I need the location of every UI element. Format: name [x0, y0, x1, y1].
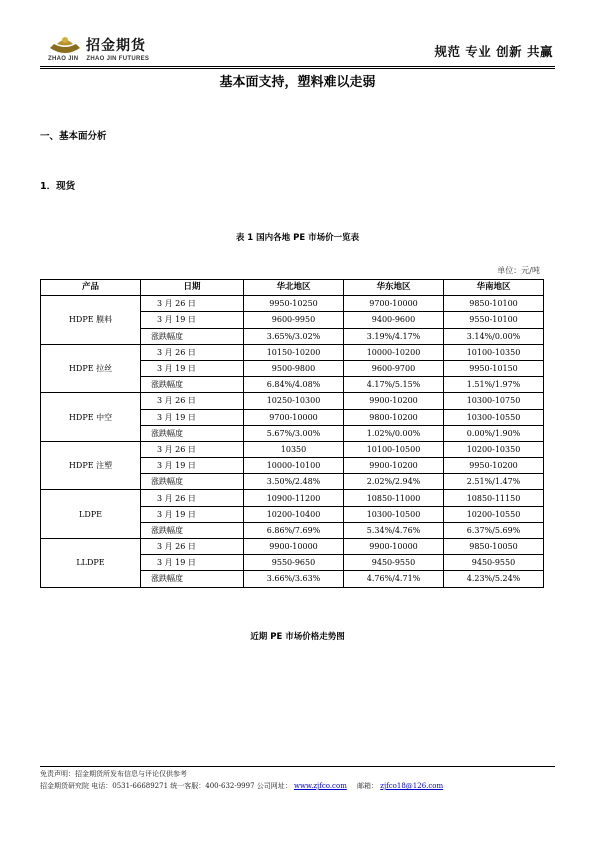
price-cell-east: 2.02%/2.94% [344, 474, 444, 490]
price-cell-north: 10900-11200 [244, 490, 344, 506]
subsection-heading-spot: 1．现货 [40, 181, 76, 192]
price-cell-south: 10200-10350 [444, 441, 544, 457]
price-cell-south: 10100-10350 [444, 344, 544, 360]
price-cell-north: 10200-10400 [244, 506, 344, 522]
date-cell: 涨跌幅度 [141, 571, 244, 587]
date-cell: 3 月 19 日 [141, 555, 244, 571]
price-cell-north: 9900-10000 [244, 539, 344, 555]
price-cell-north: 3.66%/3.63% [244, 571, 344, 587]
price-cell-south: 10200-10550 [444, 506, 544, 522]
footer-disclaimer: 免责声明：招金期货所发布信息与评论仅供参考 [40, 770, 187, 778]
table-row [41, 490, 544, 506]
price-cell-east: 10850-11000 [344, 490, 444, 506]
company-logo [48, 34, 198, 64]
header-product: 产品 [41, 280, 141, 296]
price-cell-north: 3.50%/2.48% [244, 474, 344, 490]
price-cell-east: 9900-10200 [344, 458, 444, 474]
price-cell-north: 6.84%/4.08% [244, 377, 344, 393]
price-cell-south: 10300-10550 [444, 409, 544, 425]
report-title: 基本面支持，塑料难以走弱 [219, 75, 376, 90]
date-cell: 3 月 26 日 [141, 441, 244, 457]
product-name-cell: HDPE 注塑 [41, 441, 141, 490]
footer-email-link[interactable]: zjfco18@126.com [380, 782, 444, 790]
price-cell-east: 9800-10200 [344, 409, 444, 425]
section-heading-fundamentals: 一、基本面分析 [40, 131, 107, 142]
price-cell-south: 9550-10100 [444, 312, 544, 328]
date-cell: 涨跌幅度 [141, 377, 244, 393]
chart-title: 近期 PE 市场价格走势图 [250, 632, 345, 642]
price-cell-east: 9900-10200 [344, 393, 444, 409]
price-cell-east: 9700-10000 [344, 296, 444, 312]
price-cell-south: 10850-11150 [444, 490, 544, 506]
price-cell-east: 5.34%/4.76% [344, 522, 444, 538]
date-cell: 涨跌幅度 [141, 425, 244, 441]
company-slogan: 规范 专业 创新 共赢 [434, 44, 553, 59]
header-date: 日期 [141, 280, 244, 296]
price-cell-south: 0.00%/1.90% [444, 425, 544, 441]
price-cell-north: 9550-9650 [244, 555, 344, 571]
date-cell: 3 月 19 日 [141, 360, 244, 376]
price-cell-north: 5.67%/3.00% [244, 425, 344, 441]
header-east: 华东地区 [344, 280, 444, 296]
price-cell-south: 1.51%/1.97% [444, 377, 544, 393]
table-header-row [41, 280, 544, 296]
price-cell-south: 9950-10200 [444, 458, 544, 474]
price-cell-north: 10000-10100 [244, 458, 344, 474]
date-cell: 3 月 19 日 [141, 312, 244, 328]
pe-price-table [40, 279, 544, 588]
date-cell: 3 月 26 日 [141, 296, 244, 312]
price-cell-south: 9850-10050 [444, 539, 544, 555]
footer-divider [40, 766, 555, 767]
product-name-cell: LLDPE [41, 539, 141, 588]
logo-chinese-name: 招金期货 [86, 38, 146, 54]
price-cell-north: 10350 [244, 441, 344, 457]
date-cell: 3 月 26 日 [141, 539, 244, 555]
date-cell: 3 月 26 日 [141, 344, 244, 360]
price-cell-east: 4.76%/4.71% [344, 571, 444, 587]
page-header [40, 28, 555, 64]
price-cell-south: 4.23%/5.24% [444, 571, 544, 587]
product-name-cell: HDPE 膜料 [41, 296, 141, 345]
table-row [41, 441, 544, 457]
price-cell-east: 9400-9600 [344, 312, 444, 328]
price-cell-north: 10150-10200 [244, 344, 344, 360]
price-cell-south: 9450-9550 [444, 555, 544, 571]
gold-ingot-logo-icon [48, 34, 82, 58]
date-cell: 3 月 26 日 [141, 393, 244, 409]
price-cell-south: 2.51%/1.47% [444, 474, 544, 490]
header-divider [40, 66, 555, 67]
table-row [41, 344, 544, 360]
date-cell: 3 月 19 日 [141, 409, 244, 425]
price-cell-north: 6.86%/7.69% [244, 522, 344, 538]
table-unit: 单位：元/吨 [497, 266, 540, 275]
price-cell-east: 9600-9700 [344, 360, 444, 376]
price-cell-south: 9850-10100 [444, 296, 544, 312]
table-row [41, 296, 544, 312]
date-cell: 3 月 19 日 [141, 458, 244, 474]
product-name-cell: HDPE 中空 [41, 393, 141, 442]
price-cell-east: 4.17%/5.15% [344, 377, 444, 393]
date-cell: 涨跌幅度 [141, 474, 244, 490]
price-cell-south: 10300-10750 [444, 393, 544, 409]
footer-website-link[interactable]: www.zjfco.com [294, 782, 347, 790]
table-body [41, 296, 544, 587]
table-row [41, 539, 544, 555]
price-cell-north: 3.65%/3.02% [244, 328, 344, 344]
price-cell-north: 9500-9800 [244, 360, 344, 376]
price-cell-north: 9600-9950 [244, 312, 344, 328]
price-cell-east: 9450-9550 [344, 555, 444, 571]
date-cell: 涨跌幅度 [141, 522, 244, 538]
price-cell-north: 9950-10250 [244, 296, 344, 312]
header-north: 华北地区 [244, 280, 344, 296]
price-cell-south: 9950-10150 [444, 360, 544, 376]
table-caption: 表 1 国内各地 PE 市场价一览表 [235, 233, 360, 243]
date-cell: 3 月 26 日 [141, 490, 244, 506]
date-cell: 涨跌幅度 [141, 328, 244, 344]
price-cell-east: 10000-10200 [344, 344, 444, 360]
product-name-cell: LDPE [41, 490, 141, 539]
date-cell: 3 月 19 日 [141, 506, 244, 522]
logo-english-name: ZHAO JIN ZHAO JIN FUTURES [48, 56, 150, 62]
footer-dept: 招金期货研究院 [40, 782, 89, 790]
footer-phone: 电话：0531-66689271 统一客服：400-632-9997 公司网址： [91, 782, 292, 790]
price-cell-east: 3.19%/4.17% [344, 328, 444, 344]
table-row [41, 393, 544, 409]
header-divider-secondary [40, 68, 555, 69]
price-cell-east: 10300-10500 [344, 506, 444, 522]
price-cell-north: 9700-10000 [244, 409, 344, 425]
footer-contact [40, 781, 443, 791]
price-cell-north: 10250-10300 [244, 393, 344, 409]
header-south: 华南地区 [444, 280, 544, 296]
product-name-cell: HDPE 拉丝 [41, 344, 141, 393]
price-cell-east: 9900-10000 [344, 539, 444, 555]
price-cell-east: 1.02%/0.00% [344, 425, 444, 441]
price-cell-east: 10100-10500 [344, 441, 444, 457]
price-cell-south: 6.37%/5.69% [444, 522, 544, 538]
price-cell-south: 3.14%/0.00% [444, 328, 544, 344]
footer-email-label: 邮箱： [357, 782, 379, 790]
